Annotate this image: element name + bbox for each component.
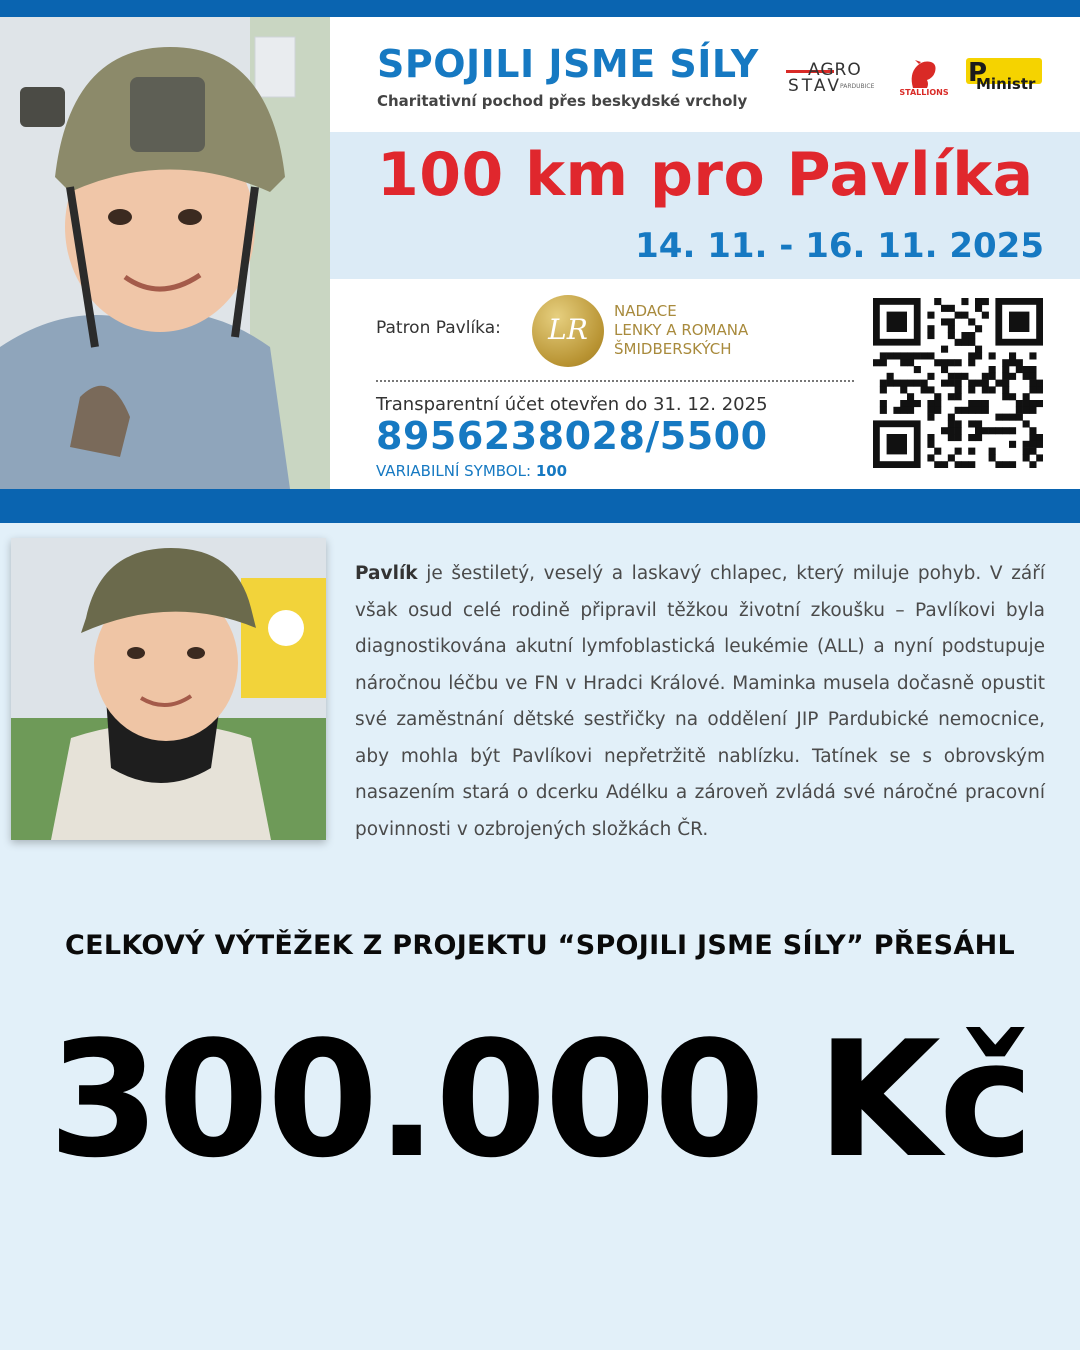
top-accent-bar	[0, 0, 1080, 17]
event-dates: 14. 11. - 16. 11. 2025	[635, 226, 1044, 266]
account-number: 8956238028/5500	[376, 414, 768, 458]
variable-symbol	[376, 462, 567, 480]
foundation-line-3: ŠMIDBERSKÝCH	[614, 340, 732, 358]
ministr-logo	[966, 58, 1046, 100]
stallions-logo-label: STALLIONS	[899, 88, 949, 97]
patron-label: Patron Pavlíka:	[376, 318, 501, 338]
middle-accent-bar	[0, 489, 1080, 523]
qr-code-icon	[873, 298, 1043, 468]
event-title: 100 km pro Pavlíka	[377, 140, 1034, 210]
story-paragraph	[355, 556, 1045, 848]
total-heading: CELKOVÝ VÝTĚŽEK Z PROJEKTU “SPOJILI JSME SÍLY” PŘESÁHL	[65, 930, 1015, 961]
ministr-logo-label: Ministr	[976, 75, 1036, 93]
foundation-line-1: NADACE	[614, 302, 677, 320]
agrostav-logo-city: PARDUBICE	[840, 83, 875, 90]
brand-subtitle: Charitativní pochod přes beskydské vrcholy	[377, 92, 748, 110]
variable-symbol-label: VARIABILNÍ SYMBOL:	[376, 462, 532, 480]
agrostav-logo	[786, 60, 886, 100]
boy-with-helmet-photo	[0, 17, 330, 489]
story-name: Pavlík	[355, 563, 418, 584]
brand-title: SPOJILI JSME SÍLY	[377, 42, 759, 86]
story-text: je šestiletý, veselý a laskavý chlapec, který miluje pohyb. V září však osud celé rodině připravil těžkou životní zkoušku – Pavlíkovi byla diagnostikována akutní lymfoblastická leukémie (ALL) a nyní podstupuje náročnou léčbu ve FN v Hradci Králové. Maminka musela dočasně opustit své zaměstnání dětské sestřičky na oddělení JIP Pardubické nemocnice, aby mohla být Pavlíkovi nepřetržitě nablízku. Tatínek se s obrovským nasazením stará o dcerku Adélku a zároveň zvládá své náročné pracovní povinnosti v ozbrojených složkách ČR.	[355, 563, 1045, 840]
dotted-divider	[376, 380, 854, 382]
total-amount: 300.000 Kč	[48, 1006, 1032, 1193]
foundation-monogram: LR	[548, 313, 588, 346]
foundation-name	[614, 302, 748, 359]
foundation-logo	[532, 295, 604, 367]
ministr-logo-p-icon: P	[968, 58, 988, 88]
horse-head-icon	[897, 58, 951, 90]
agrostav-logo-bottom: STAV	[788, 76, 843, 96]
agrostav-logo-top: AGRO	[808, 60, 862, 80]
variable-symbol-value: 100	[535, 462, 568, 480]
boy-with-cap-photo	[11, 538, 326, 840]
stallions-logo	[897, 58, 951, 102]
account-label: Transparentní účet otevřen do 31. 12. 2025	[376, 394, 768, 415]
foundation-line-2: LENKY A ROMANA	[614, 321, 749, 339]
